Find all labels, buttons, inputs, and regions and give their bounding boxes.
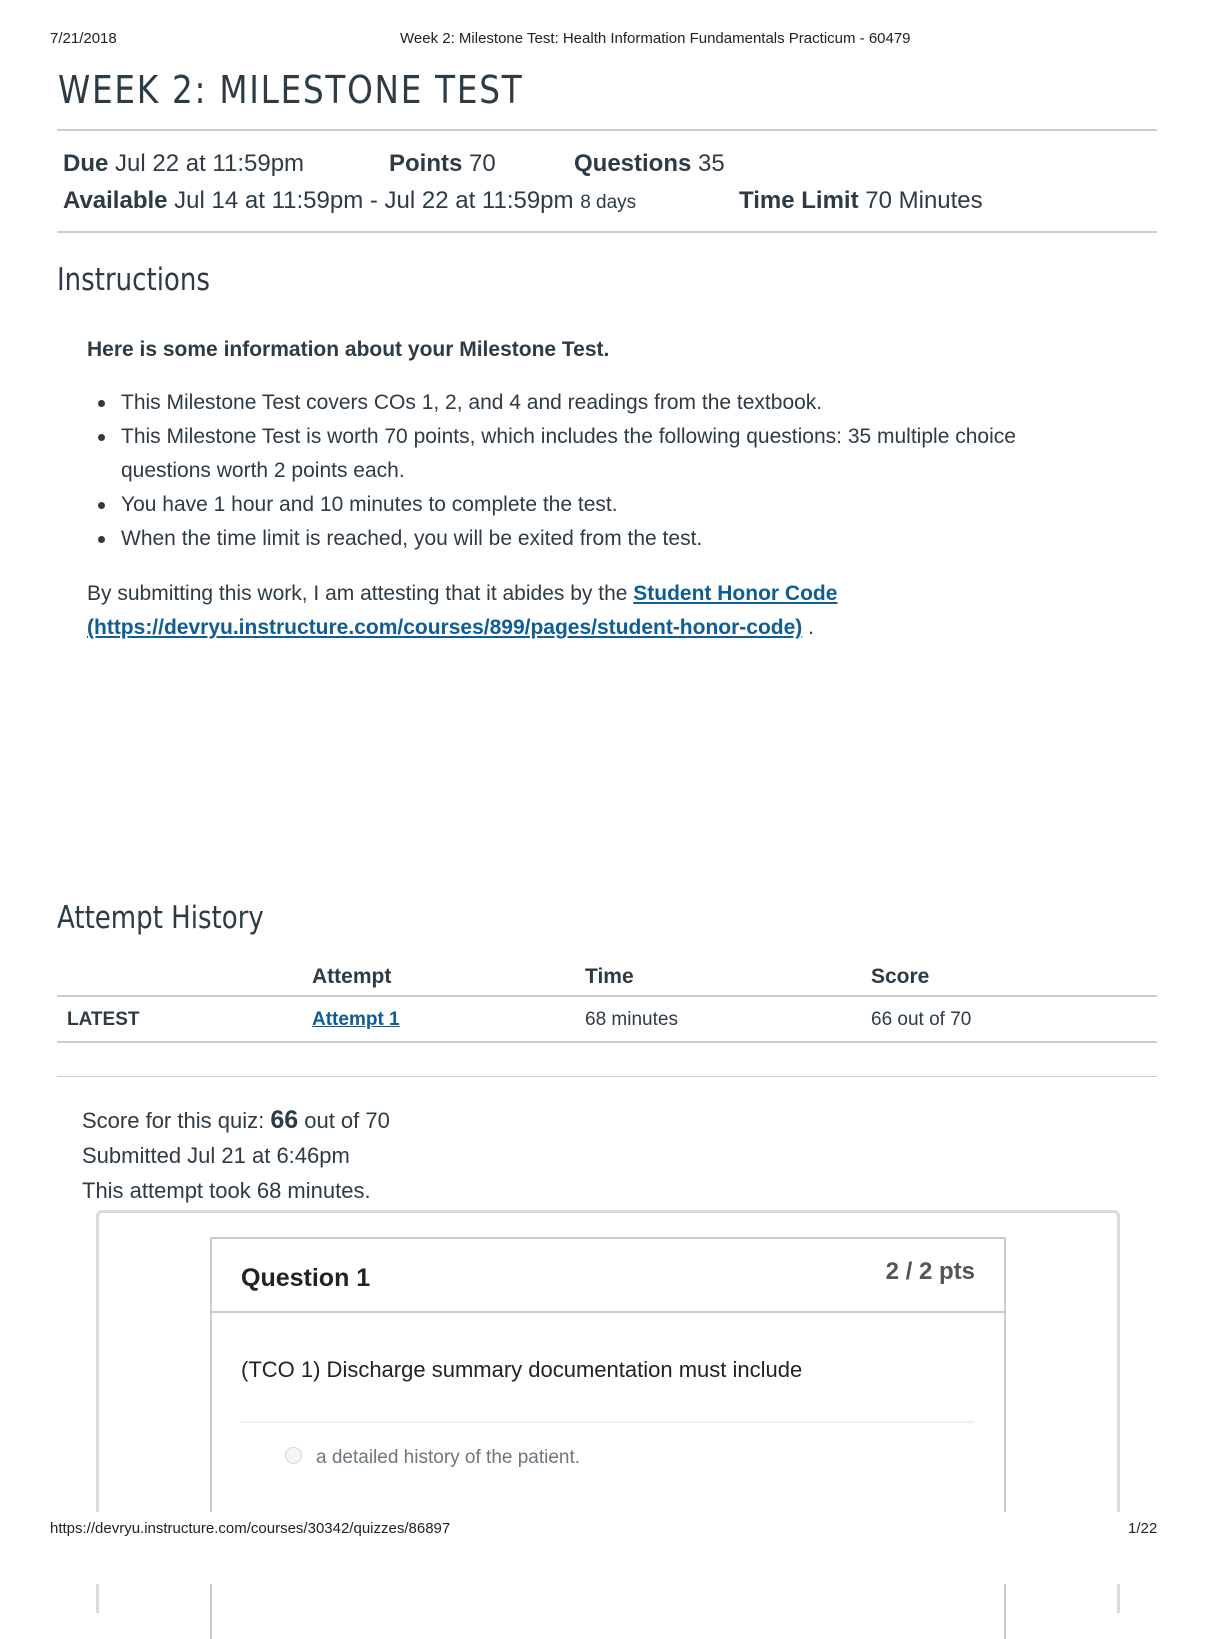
submitted-line: Submitted Jul 21 at 6:46pm (82, 1143, 350, 1168)
print-page-title: Week 2: Milestone Test: Health Information Fundamentals Practicum - 60479 (400, 30, 911, 47)
question-text: (TCO 1) Discharge summary documentation must include (241, 1357, 803, 1382)
questions-value: 35 (698, 150, 725, 177)
answer-radio[interactable] (285, 1447, 302, 1464)
due-value: Jul 22 at 11:59pm (115, 150, 305, 177)
available-info (63, 187, 636, 215)
col-header-attempt: Attempt (312, 958, 585, 996)
table-row (57, 996, 1157, 1042)
points-value: 70 (469, 150, 496, 177)
honor-link-url: (https://devryu.instructure.com/courses/899/pages/student-honor-code) (87, 616, 803, 639)
meta-divider (57, 231, 1157, 233)
score-prefix: Score for this quiz: (82, 1108, 271, 1133)
list-item: When the time limit is reached, you will be exited from the test. (90, 522, 1040, 556)
question-title: Question 1 (241, 1264, 371, 1292)
duration-line: This attempt took 68 minutes. (82, 1178, 371, 1203)
list-item: This Milestone Test covers COs 1, 2, and 4 and readings from the textbook. (90, 386, 1040, 420)
attempt-history-heading: Attempt History (57, 900, 264, 936)
questions-label: Questions (574, 150, 692, 177)
questions-info (574, 150, 725, 178)
time-limit-info (739, 187, 983, 215)
time-limit-value: 70 Minutes (865, 187, 983, 214)
due-info (63, 150, 304, 178)
honor-prefix: By submitting this work, I am attesting that it abides by the (87, 582, 634, 605)
score-suffix: out of 70 (298, 1108, 390, 1133)
available-label: Available (63, 187, 168, 214)
col-header-score: Score (871, 958, 1157, 996)
points-info (389, 150, 496, 178)
print-page-number: 1/22 (1128, 1520, 1158, 1537)
due-label: Due (63, 150, 109, 177)
score-value: 66 (270, 1106, 299, 1134)
available-value: Jul 14 at 11:59pm - Jul 22 at 11:59pm (174, 187, 574, 214)
question-separator (241, 1421, 974, 1423)
print-date: 7/21/2018 (50, 30, 117, 47)
history-divider (57, 1076, 1157, 1077)
honor-statement (87, 577, 967, 645)
title-divider (57, 129, 1157, 131)
table-header-row (57, 958, 1157, 996)
points-label: Points (389, 150, 463, 177)
time-limit-label: Time Limit (739, 187, 859, 214)
answer-option: a detailed history of the patient. (316, 1447, 581, 1468)
instructions-lead: Here is some information about your Milestone Test. (87, 338, 610, 361)
attempt-score: 66 out of 70 (871, 996, 1157, 1042)
attempt-link[interactable]: Attempt 1 (312, 1009, 400, 1030)
score-summary (82, 1103, 390, 1208)
instructions-list (90, 386, 1040, 556)
question-points: 2 / 2 pts (885, 1258, 975, 1285)
question-header (212, 1239, 1004, 1313)
list-item: You have 1 hour and 10 minutes to complete the test. (90, 488, 1040, 522)
instructions-heading: Instructions (57, 262, 210, 298)
col-header-blank (57, 958, 312, 996)
honor-link-text: Student Honor Code (633, 582, 838, 605)
list-item: This Milestone Test is worth 70 points, which includes the following questions: 35 multiple choice questions worth 2 points each. (90, 420, 1040, 488)
row-label: LATEST (57, 996, 312, 1042)
print-url: https://devryu.instructure.com/courses/30342/quizzes/86897 (50, 1520, 451, 1537)
available-duration: 8 days (580, 192, 637, 213)
attempt-history-table (57, 958, 1157, 1043)
col-header-time: Time (585, 958, 871, 996)
honor-suffix: . (808, 616, 814, 639)
attempt-time: 68 minutes (585, 996, 871, 1042)
score-line (82, 1103, 390, 1138)
page-title: WEEK 2: MILESTONE TEST (58, 68, 524, 112)
